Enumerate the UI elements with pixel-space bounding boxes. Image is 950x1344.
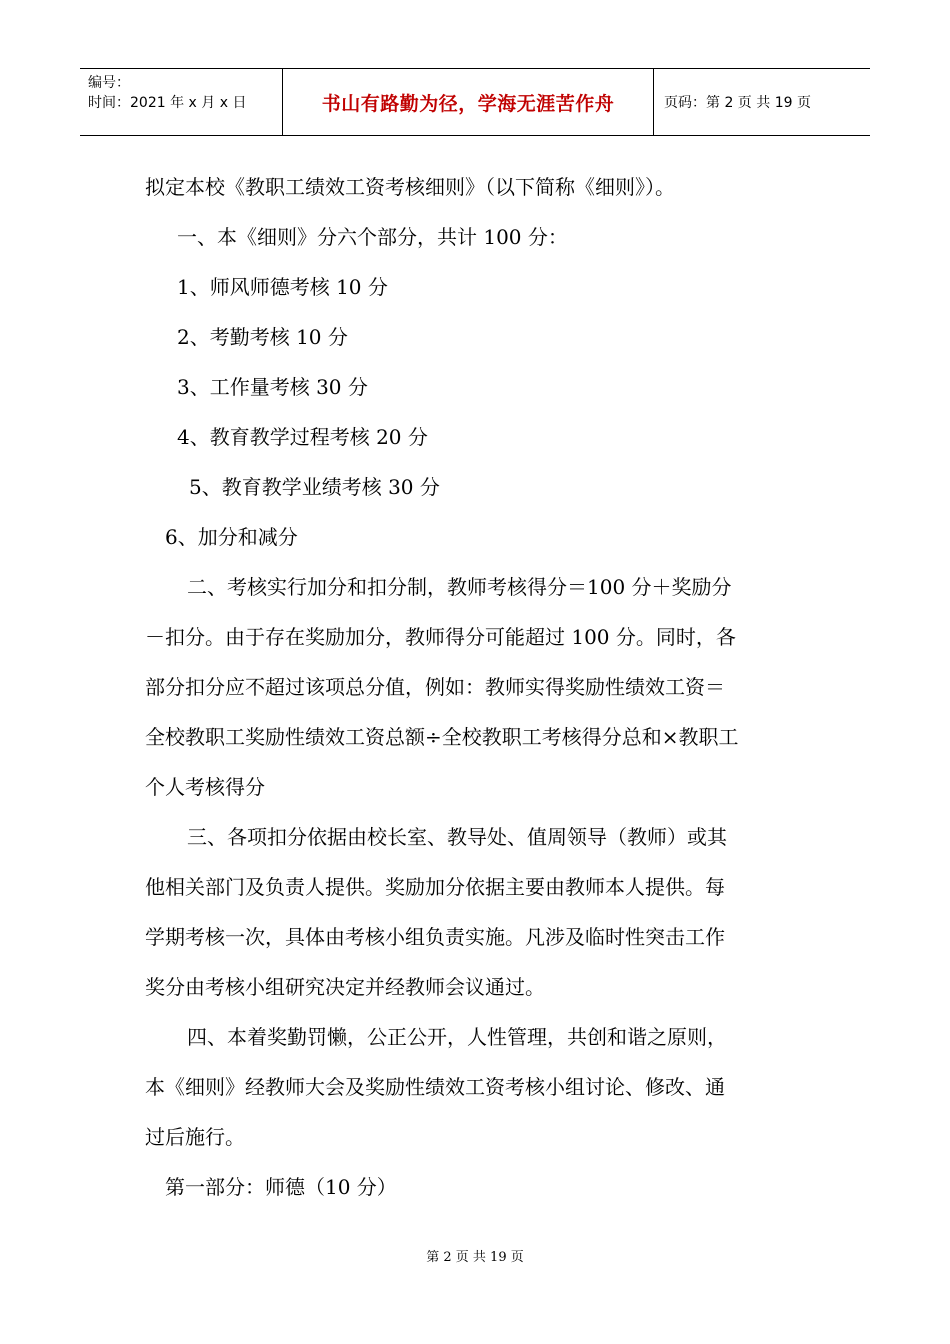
- list-item: 1、师风师德考核 10 分: [177, 275, 388, 299]
- paragraph-line: 全校教职工奖励性绩效工资总额÷全校教职工考核得分总和×教职工: [145, 725, 739, 749]
- paragraph-line: 拟定本校《教职工绩效工资考核细则》（以下简称《细则》）。: [145, 175, 675, 199]
- page-number: 第 2 页 共 19 页: [426, 1250, 524, 1265]
- list-item: 4、教育教学过程考核 20 分: [177, 425, 428, 449]
- document-code-label: 编号：: [88, 75, 130, 91]
- section-heading: 一、本《细则》分六个部分，共计 100 分：: [177, 225, 568, 249]
- paragraph-line: 个人考核得分: [145, 775, 265, 799]
- list-item: 6、加分和减分: [165, 525, 298, 549]
- paragraph-line: 过后施行。: [145, 1125, 245, 1149]
- header-motto: 书山有路勤为径，学海无涯苦作舟: [321, 92, 615, 115]
- paragraph-line: 三、各项扣分依据由校长室、教导处、值周领导（教师）或其: [187, 825, 727, 849]
- section-heading: 第一部分：师德（10 分）: [165, 1175, 397, 1199]
- paragraph-line: 他相关部门及负责人提供。奖励加分依据主要由教师本人提供。每: [145, 875, 725, 899]
- page-header: [80, 68, 870, 136]
- paragraph-line: 奖分由考核小组研究决定并经教师会议通过。: [145, 975, 545, 999]
- paragraph-line: －扣分。由于存在奖励加分，教师得分可能超过 100 分。同时，各: [145, 625, 736, 649]
- paragraph-line: 部分扣分应不超过该项总分值，例如：教师实得奖励性绩效工资＝: [145, 675, 725, 699]
- header-page-info: 页码：第 2 页 共 19 页: [664, 95, 811, 111]
- document-date: 时间：2021 年 x 月 x 日: [88, 95, 247, 111]
- document-body: [145, 162, 810, 1212]
- list-item: 3、工作量考核 30 分: [177, 375, 368, 399]
- header-motto-cell: [282, 69, 654, 135]
- list-item: 5、教育教学业绩考核 30 分: [189, 475, 440, 499]
- list-item: 2、考勤考核 10 分: [177, 325, 348, 349]
- paragraph-line: 四、本着奖勤罚懒，公正公开，人性管理，共创和谐之原则，: [187, 1025, 727, 1049]
- header-meta: [80, 69, 282, 135]
- paragraph-line: 学期考核一次，具体由考核小组负责实施。凡涉及临时性突击工作: [145, 925, 725, 949]
- paragraph-line: 本《细则》经教师大会及奖励性绩效工资考核小组讨论、修改、通: [145, 1075, 725, 1099]
- paragraph-line: 二、考核实行加分和扣分制，教师考核得分＝100 分＋奖励分: [187, 575, 732, 599]
